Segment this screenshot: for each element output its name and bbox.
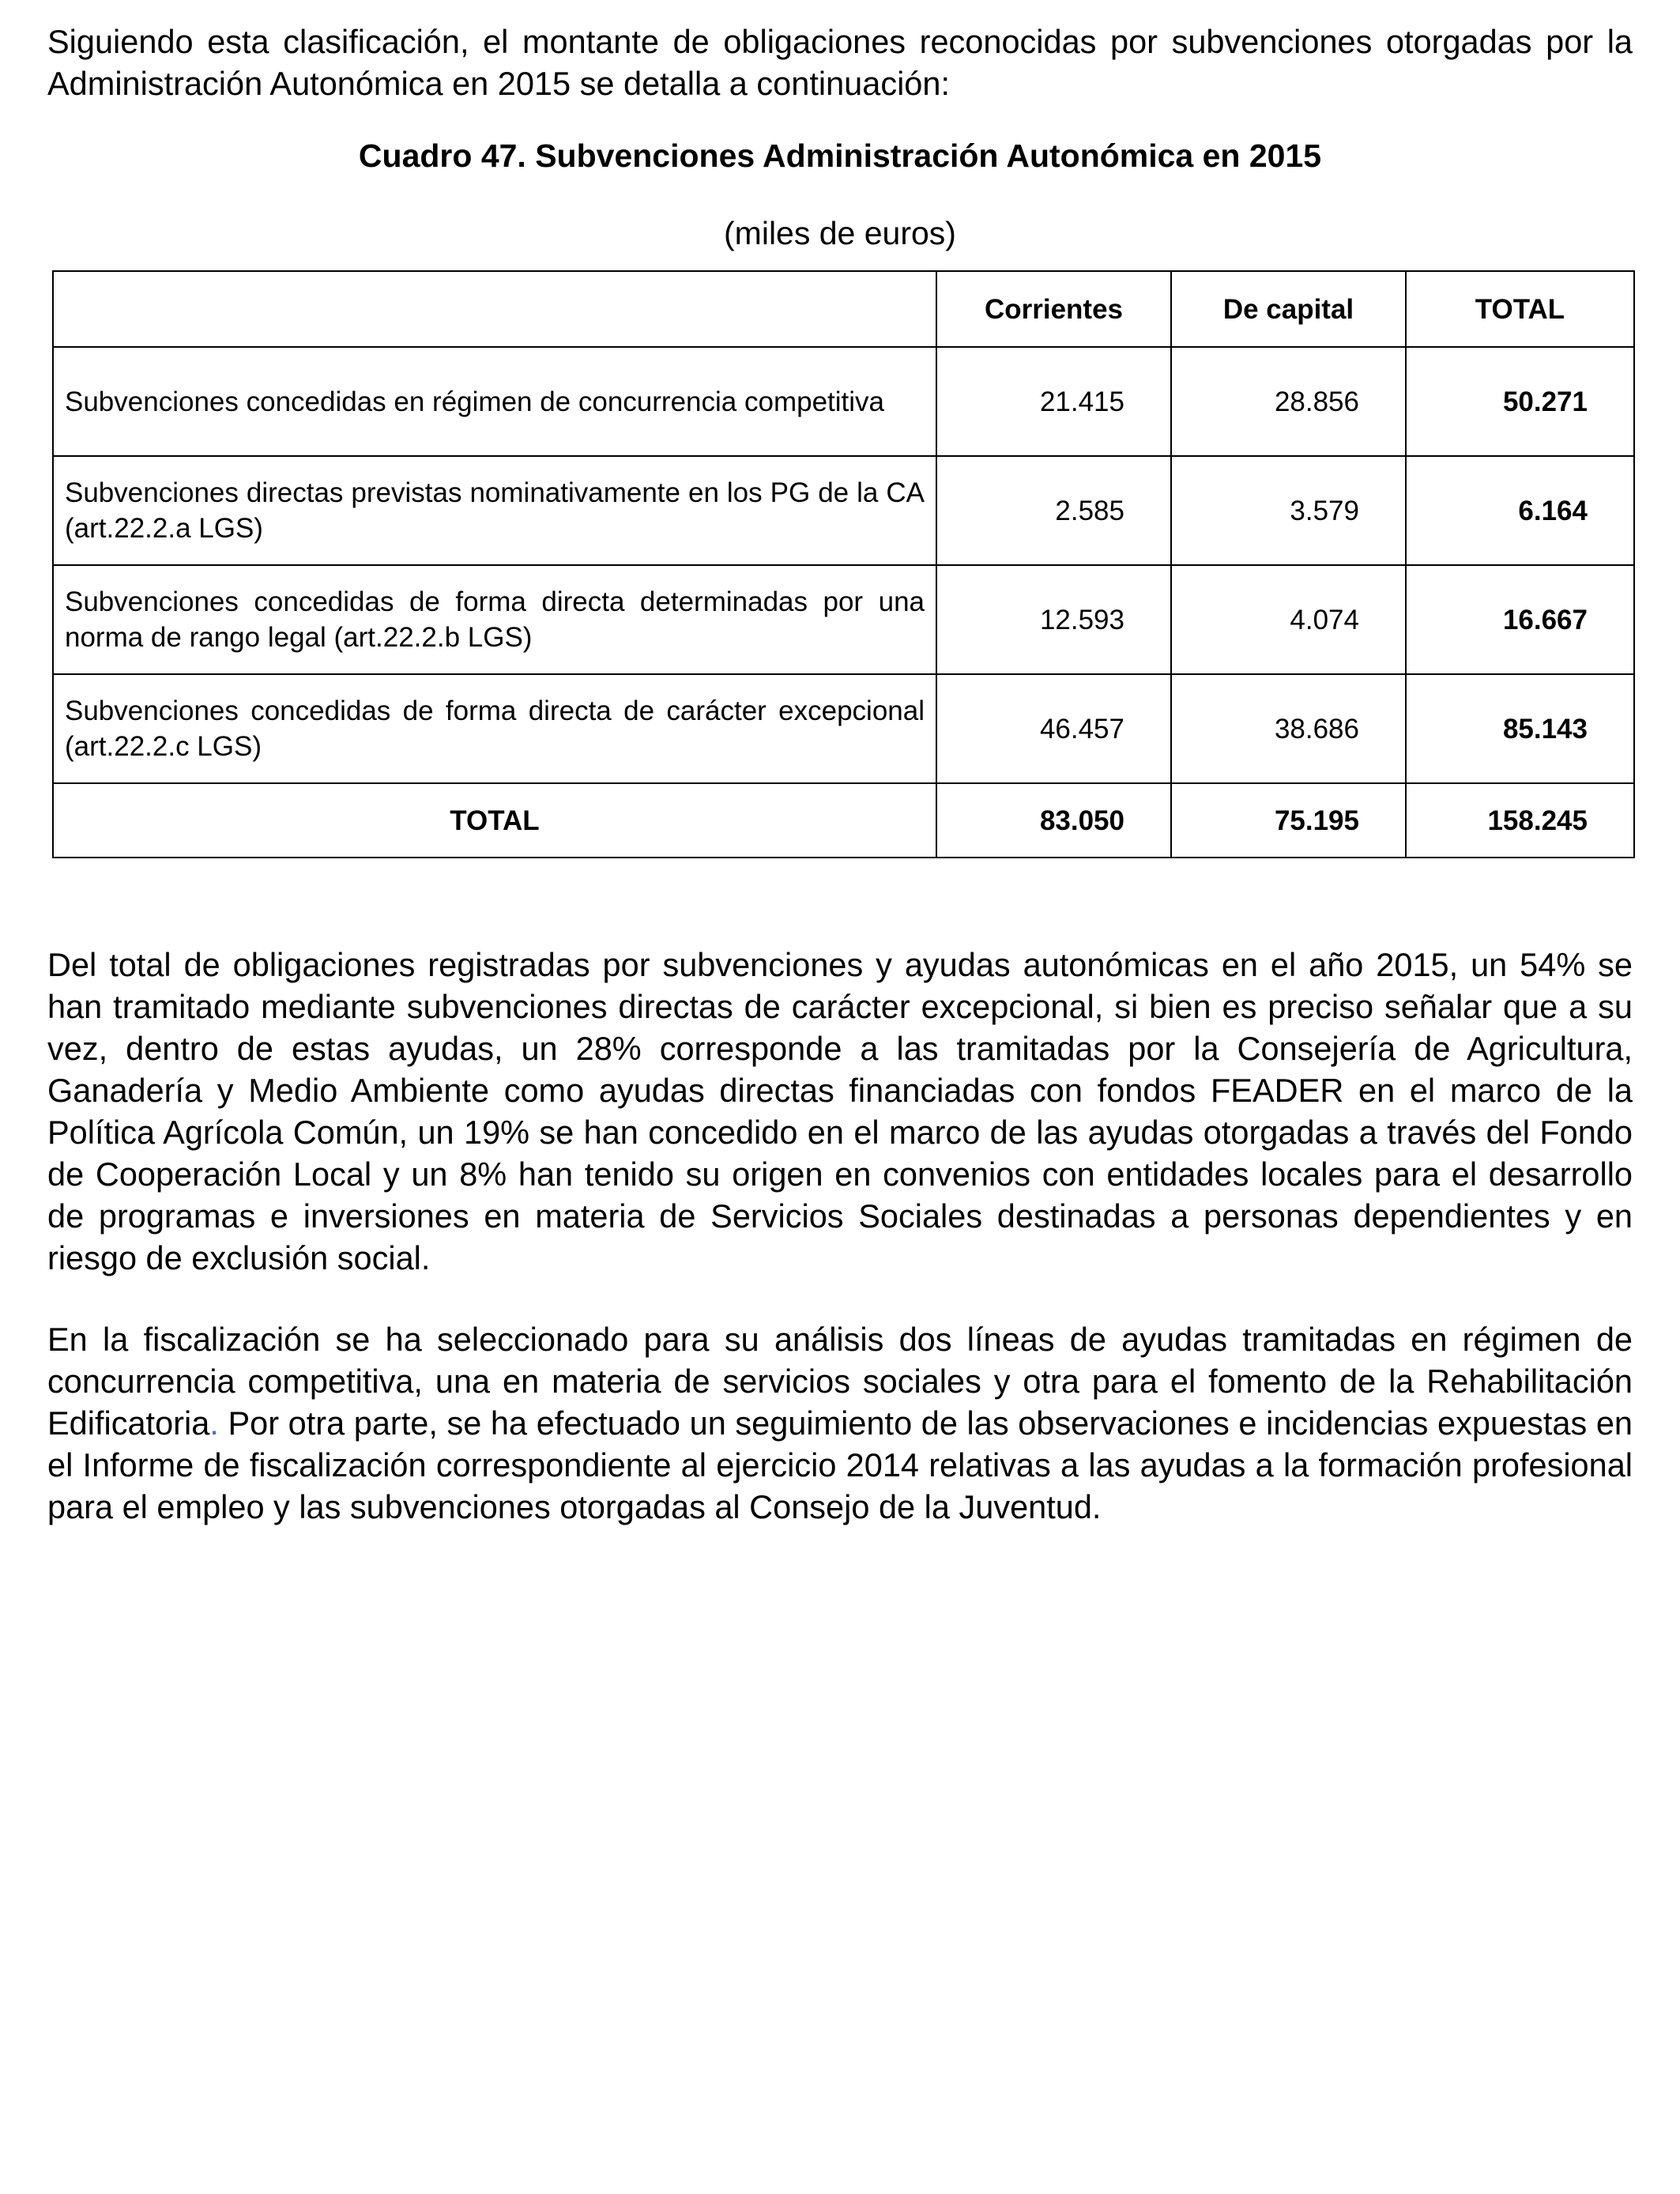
total-total: 158.245 bbox=[1406, 783, 1634, 858]
header-empty bbox=[53, 271, 936, 347]
row-label: Subvenciones concedidas de forma directa de carácter excepcional (art.22.2.c LGS) bbox=[53, 674, 936, 783]
paragraph-2-part-a: En la fiscalización se ha seleccionado para su análisis dos líneas de ayudas tramitadas en régimen de concurrencia competitiva, una en materia de servicios sociales y otra para el fomento de la Rehabilitación Edificatoria bbox=[47, 1321, 1633, 1442]
table-total-row bbox=[53, 783, 1634, 858]
body-paragraph-1: Del total de obligaciones registradas por subvenciones y ayudas autonómicas en el año 2015, un 54% se han tramitado mediante subvenciones directas de carácter excepcional, si bien es preciso señalar que a su vez, dentro de estas ayudas, un 28% corresponde a las tramitadas por la Consejería de Agricultura, Ganadería y Medio Ambiente como ayudas directas financiadas con fondos FEADER en el marco de la Política Agrícola Común, un 19% se han concedido en el marco de las ayudas otorgadas a través del Fondo de Cooperación Local y un 8% han tenido su origen en convenios con entidades locales para el desarrollo de programas e inversiones en materia de Servicios Sociales destinadas a personas dependientes y en riesgo de exclusión social. bbox=[47, 946, 1633, 1276]
total-row-label: TOTAL bbox=[53, 783, 936, 858]
cell-total: 85.143 bbox=[1406, 674, 1634, 783]
header-total: TOTAL bbox=[1406, 271, 1634, 347]
cell-total: 6.164 bbox=[1406, 456, 1634, 565]
row-label: Subvenciones concedidas en régimen de concurrencia competitiva bbox=[53, 347, 936, 456]
paragraph-2-part-b: Por otra parte, se ha efectuado un seguimiento de las observaciones e incidencias expuestas en el Informe de fiscalización correspondiente al ejercicio 2014 relativas a las ayudas a la formación profesional para el empleo y las subvenciones otorgadas al Consejo de la Juventud. bbox=[47, 1404, 1633, 1525]
cell-corrientes: 2.585 bbox=[936, 456, 1171, 565]
paragraph-2-blue-dot: . bbox=[209, 1404, 219, 1442]
document-page bbox=[47, 21, 1633, 1528]
cell-capital: 4.074 bbox=[1171, 565, 1406, 674]
intro-paragraph: Siguiendo esta clasificación, el montante de obligaciones reconocidas por subvenciones otorgadas por la Administración Autonómica en 2015 se detalla a continuación: bbox=[47, 23, 1633, 102]
cell-corrientes: 12.593 bbox=[936, 565, 1171, 674]
header-corrientes: Corrientes bbox=[936, 271, 1171, 347]
header-capital: De capital bbox=[1171, 271, 1406, 347]
cell-corrientes: 21.415 bbox=[936, 347, 1171, 456]
total-corrientes: 83.050 bbox=[936, 783, 1171, 858]
cell-corrientes: 46.457 bbox=[936, 674, 1171, 783]
cell-total: 50.271 bbox=[1406, 347, 1634, 456]
row-label: Subvenciones directas previstas nominativamente en los PG de la CA (art.22.2.a LGS) bbox=[53, 456, 936, 565]
table-units: (miles de euros) bbox=[724, 215, 956, 251]
table-row bbox=[53, 456, 1634, 565]
table-row bbox=[53, 565, 1634, 674]
cell-capital: 38.686 bbox=[1171, 674, 1406, 783]
table-header-row bbox=[53, 271, 1634, 347]
table-title: Cuadro 47. Subvenciones Administración Autonómica en 2015 bbox=[358, 138, 1322, 174]
row-label: Subvenciones concedidas de forma directa determinadas por una norma de rango legal (art.22.2.b LGS) bbox=[53, 565, 936, 674]
cell-capital: 3.579 bbox=[1171, 456, 1406, 565]
cell-total: 16.667 bbox=[1406, 565, 1634, 674]
table-row bbox=[53, 347, 1634, 456]
body-paragraph-2 bbox=[47, 1318, 1633, 1528]
total-capital: 75.195 bbox=[1171, 783, 1406, 858]
cell-capital: 28.856 bbox=[1171, 347, 1406, 456]
table-row bbox=[53, 674, 1634, 783]
subsidies-table bbox=[52, 270, 1635, 858]
